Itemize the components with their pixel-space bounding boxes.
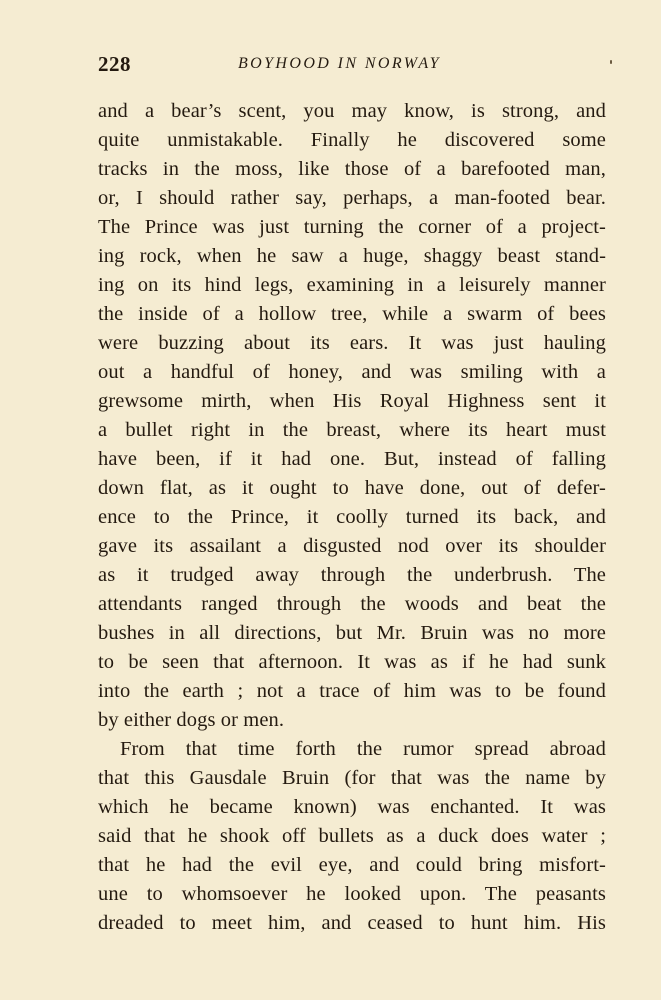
text-line: that this Gausdale Bruin (for that was the name by: [98, 767, 606, 789]
text-line: or, I should rather say, perhaps, a man-footed bear.: [98, 187, 606, 209]
text-line: which he became known) was enchanted. It was: [98, 796, 606, 818]
text-line: a bullet right in the breast, where its heart must: [98, 419, 606, 441]
text-line: and a bear’s scent, you may know, is strong, and: [98, 100, 606, 122]
page-number: 228: [98, 52, 131, 76]
text-line: dreaded to meet him, and ceased to hunt him. His: [98, 912, 606, 934]
text-line: attendants ranged through the woods and beat the: [98, 593, 606, 615]
text-line: ence to the Prince, it coolly turned its back, and: [98, 506, 606, 528]
text-line: said that he shook off bullets as a duck does water ;: [98, 825, 606, 847]
paragraph-end-line: by either dogs or men.: [98, 709, 285, 731]
text-line: into the earth ; not a trace of him was to be found: [98, 680, 606, 702]
text-line: were buzzing about its ears. It was just hauling: [98, 332, 606, 354]
text-line: ing rock, when he saw a huge, shaggy beast stand-: [98, 245, 606, 267]
text-line: tracks in the moss, like those of a barefooted man,: [98, 158, 606, 180]
text-line: une to whomsoever he looked upon. The peasants: [98, 883, 606, 905]
text-line: ing on its hind legs, examining in a leisurely manner: [98, 274, 606, 296]
text-line: bushes in all directions, but Mr. Bruin was no more: [98, 622, 606, 644]
stray-ink-mark: [610, 60, 612, 64]
paragraph-start-line: From that time forth the rumor spread abroad: [120, 738, 606, 760]
text-line: down flat, as it ought to have done, out of defer-: [98, 477, 606, 499]
text-line: gave its assailant a disgusted nod over its shoulder: [98, 535, 606, 557]
text-line: that he had the evil eye, and could bring misfort-: [98, 854, 606, 876]
running-head: [98, 52, 608, 82]
text-line: to be seen that afternoon. It was as if he had sunk: [98, 651, 606, 673]
text-line: the inside of a hollow tree, while a swarm of bees: [98, 303, 606, 325]
running-title: BOYHOOD IN NORWAY: [238, 55, 441, 72]
text-line: out a handful of honey, and was smiling with a: [98, 361, 606, 383]
text-line: The Prince was just turning the corner of a project-: [98, 216, 606, 238]
text-line: quite unmistakable. Finally he discovered some: [98, 129, 606, 151]
text-line: as it trudged away through the underbrush. The: [98, 564, 606, 586]
body-text: [98, 97, 606, 938]
text-line: grewsome mirth, when His Royal Highness sent it: [98, 390, 606, 412]
text-line: have been, if it had one. But, instead of falling: [98, 448, 606, 470]
